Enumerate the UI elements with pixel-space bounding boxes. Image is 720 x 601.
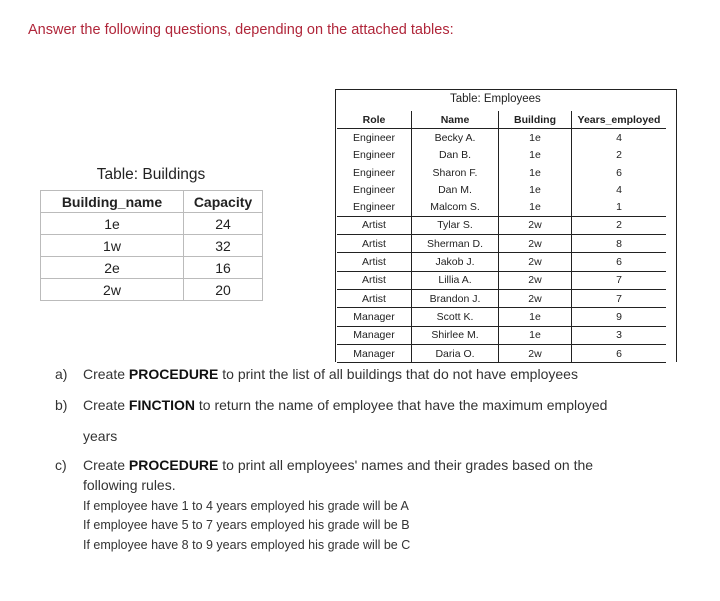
table-cell: 1e [499, 147, 572, 164]
table-cell: 2w [41, 279, 184, 301]
table-cell: Manager [337, 308, 412, 326]
table-cell: Artist [337, 253, 412, 271]
table-cell: 16 [184, 257, 263, 279]
table-cell: 4 [616, 131, 622, 144]
table-row [337, 289, 666, 307]
table-cell: Sherman D. [412, 235, 499, 253]
table-row [337, 147, 666, 164]
table-cell: Dan B. [412, 147, 499, 164]
table-cell: 6 [572, 253, 667, 271]
buildings-table-title: Table: Buildings [96, 166, 206, 183]
table-cell: 2 [616, 149, 622, 162]
question-label: a) [55, 366, 68, 382]
table-cell: 2 [572, 216, 667, 234]
table-row [337, 129, 666, 147]
table-cell: Daria O. [412, 344, 499, 362]
table-row [337, 308, 666, 326]
table-cell: Malcom S. [412, 198, 499, 216]
table-cell: Dan M. [412, 181, 499, 198]
grade-rule-b: If employee have 5 to 7 years employed his grade will be B [83, 518, 410, 532]
table-cell: 7 [572, 289, 667, 307]
column-header: Years_employed [572, 111, 667, 129]
table-row [337, 216, 666, 234]
column-header: Name [412, 111, 499, 129]
table-cell: 1e [499, 308, 572, 326]
table-row [337, 344, 666, 362]
column-header: Capacity [184, 191, 263, 213]
table-cell: 1w [41, 235, 184, 257]
table-cell: 1e [499, 326, 572, 344]
grade-rule-a: If employee have 1 to 4 years employed his grade will be A [83, 499, 409, 513]
question-text: Create PROCEDURE to print all employees' names and their grades based on the [83, 457, 594, 473]
table-cell: Artist [337, 289, 412, 307]
table-row [41, 213, 263, 235]
table-row [41, 279, 263, 301]
table-cell: 24 [184, 213, 263, 235]
question-label: b) [55, 397, 68, 413]
employees-table-title: Table: Employees [450, 93, 541, 105]
table-cell: Jakob J. [412, 253, 499, 271]
table-cell: Lillia A. [412, 271, 499, 289]
table-cell: Engineer [337, 164, 412, 181]
table-cell: Artist [337, 235, 412, 253]
table-cell: Engineer [337, 129, 412, 147]
table-cell: Scott K. [412, 308, 499, 326]
column-header: Building_name [41, 191, 184, 213]
table-row [41, 257, 263, 279]
question-c-continuation: following rules. [83, 477, 176, 493]
table-cell: Tylar S. [412, 216, 499, 234]
table-row [337, 198, 666, 216]
table-cell: 32 [184, 235, 263, 257]
table-cell: 1 [572, 198, 667, 216]
table-cell: Engineer [337, 198, 412, 216]
column-header: Building [499, 111, 572, 129]
table-cell: 2w [499, 216, 572, 234]
employees-table [337, 111, 666, 363]
table-cell: 8 [572, 235, 667, 253]
table-row [337, 271, 666, 289]
table-header-row [337, 111, 666, 129]
question-text: Create FINCTION to return the name of employee that have the maximum employed [83, 397, 608, 413]
table-cell: Manager [337, 344, 412, 362]
table-cell: 6 [572, 344, 667, 362]
table-cell: 1e [41, 213, 184, 235]
table-cell: 2w [499, 271, 572, 289]
table-row [337, 235, 666, 253]
table-cell: 2w [499, 289, 572, 307]
table-cell: 3 [572, 326, 667, 344]
column-header: Role [337, 111, 412, 129]
table-cell: 6 [616, 166, 622, 179]
table-cell: Shirlee M. [412, 326, 499, 344]
table-row [337, 326, 666, 344]
table-cell: Artist [337, 271, 412, 289]
page-heading: Answer the following questions, depending on the attached tables: [28, 22, 454, 38]
table-cell: 4 [616, 183, 622, 196]
table-cell: 2w [499, 253, 572, 271]
table-cell: 20 [184, 279, 263, 301]
table-cell: Artist [337, 216, 412, 234]
table-cell: Becky A. [412, 129, 499, 147]
table-cell: 9 [572, 308, 667, 326]
table-cell: Brandon J. [412, 289, 499, 307]
table-cell: 1e [499, 164, 572, 181]
table-cell: 1e [499, 198, 572, 216]
table-cell: 1e [499, 129, 572, 147]
table-cell: 7 [572, 271, 667, 289]
table-cell: Engineer [337, 147, 412, 164]
question-b-continuation: years [83, 428, 118, 444]
table-cell: Manager [337, 326, 412, 344]
grade-rule-c: If employee have 8 to 9 years employed his grade will be C [83, 538, 411, 552]
table-cell: Engineer [337, 181, 412, 198]
table-cell: 2e [41, 257, 184, 279]
table-row [337, 164, 666, 181]
table-row [337, 181, 666, 198]
table-row [41, 235, 263, 257]
table-header-row [41, 191, 263, 213]
table-cell: Sharon F. [412, 164, 499, 181]
buildings-table [40, 190, 263, 301]
question-text: Create PROCEDURE to print the list of all buildings that do not have employees [83, 366, 578, 382]
table-cell: 2w [499, 344, 572, 362]
table-row [337, 253, 666, 271]
question-label: c) [55, 457, 67, 473]
table-cell: 2w [499, 235, 572, 253]
table-cell: 1e [499, 181, 572, 198]
